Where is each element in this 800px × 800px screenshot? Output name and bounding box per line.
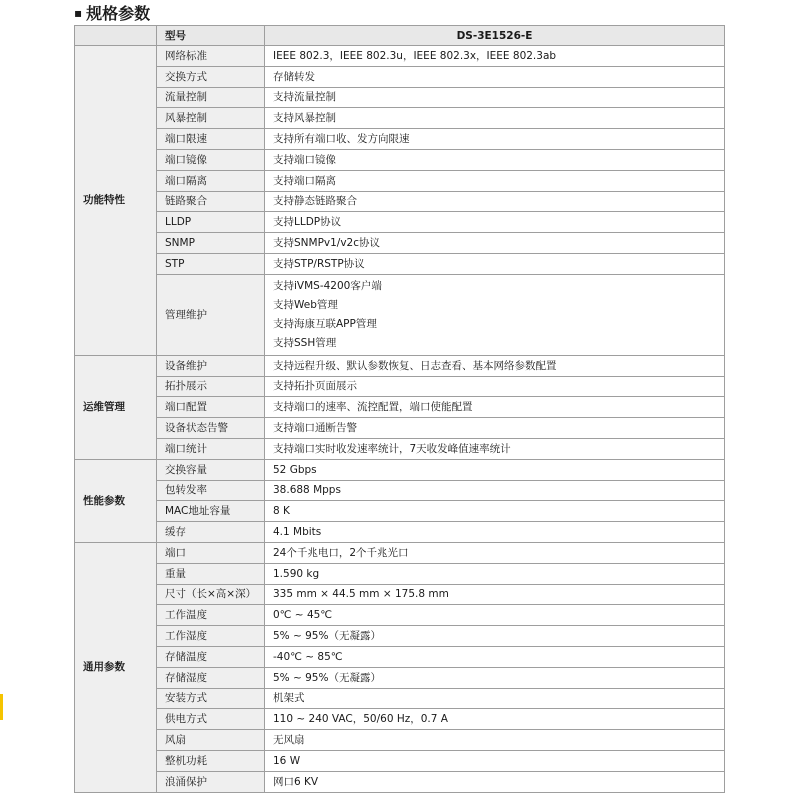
table-row xyxy=(75,688,725,709)
spec-value: 支持流量控制 xyxy=(265,87,725,108)
table-row xyxy=(75,522,725,543)
spec-value: -40℃ ~ 85℃ xyxy=(265,646,725,667)
spec-value-line: 支持iVMS-4200客户端 xyxy=(273,279,382,292)
spec-name: 网络标准 xyxy=(157,46,265,67)
spec-name: 整机功耗 xyxy=(157,750,265,771)
spec-name: 管理维护 xyxy=(157,274,265,355)
spec-value: 机架式 xyxy=(265,688,725,709)
table-row xyxy=(75,376,725,397)
table-row xyxy=(75,129,725,150)
spec-name: 端口统计 xyxy=(157,438,265,459)
spec-name: 拓扑展示 xyxy=(157,376,265,397)
spec-value: 38.688 Mpps xyxy=(265,480,725,501)
table-row xyxy=(75,709,725,730)
table-row xyxy=(75,66,725,87)
table-row xyxy=(75,87,725,108)
spec-value: 支持所有端口收、发方向限速 xyxy=(265,129,725,150)
category-label: 通用参数 xyxy=(75,542,157,792)
spec-value: 335 mm × 44.5 mm × 175.8 mm xyxy=(265,584,725,605)
table-row xyxy=(75,646,725,667)
spec-name: MAC地址容量 xyxy=(157,501,265,522)
spec-value: 无风扇 xyxy=(265,730,725,751)
spec-value: 支持SNMPv1/v2c协议 xyxy=(265,233,725,254)
category-label: 运维管理 xyxy=(75,355,157,459)
spec-value: 4.1 Mbits xyxy=(265,522,725,543)
spec-value: 1.590 kg xyxy=(265,563,725,584)
spec-value: 支持端口实时收发速率统计，7天收发峰值速率统计 xyxy=(265,438,725,459)
spec-value-line: 支持SSH管理 xyxy=(273,336,337,349)
table-row xyxy=(75,170,725,191)
spec-name: 浪涌保护 xyxy=(157,771,265,792)
table-row xyxy=(75,584,725,605)
table-row xyxy=(75,397,725,418)
spec-name: 端口 xyxy=(157,542,265,563)
spec-name: 端口限速 xyxy=(157,129,265,150)
table-row xyxy=(75,274,725,355)
table-row xyxy=(75,149,725,170)
spec-value: 110 ~ 240 VAC，50/60 Hz，0.7 A xyxy=(265,709,725,730)
spec-name: 存储湿度 xyxy=(157,667,265,688)
spec-name: 存储温度 xyxy=(157,646,265,667)
spec-value: 支持静态链路聚合 xyxy=(265,191,725,212)
table-row xyxy=(75,253,725,274)
spec-name: 端口配置 xyxy=(157,397,265,418)
table-row xyxy=(75,542,725,563)
spec-value: 0℃ ~ 45℃ xyxy=(265,605,725,626)
spec-name: LLDP xyxy=(157,212,265,233)
spec-name: 设备维护 xyxy=(157,355,265,376)
spec-table xyxy=(74,25,725,793)
table-row xyxy=(75,771,725,792)
table-row xyxy=(75,46,725,67)
category-label: 功能特性 xyxy=(75,46,157,356)
spec-value: 支持风暴控制 xyxy=(265,108,725,129)
spec-value: 支持远程升级、默认参数恢复、日志查看、基本网络参数配置 xyxy=(265,355,725,376)
spec-name: 端口隔离 xyxy=(157,170,265,191)
table-row xyxy=(75,212,725,233)
spec-value-line: 支持Web管理 xyxy=(273,298,338,311)
table-row xyxy=(75,750,725,771)
table-row xyxy=(75,730,725,751)
spec-value: 16 W xyxy=(265,750,725,771)
spec-value: 支持端口镜像 xyxy=(265,149,725,170)
bullet-icon: ▪ xyxy=(74,6,83,20)
table-row xyxy=(75,501,725,522)
spec-value-line: 支持海康互联APP管理 xyxy=(273,317,377,330)
spec-value: 5% ~ 95%（无凝露） xyxy=(265,626,725,647)
spec-name: 交换容量 xyxy=(157,459,265,480)
spec-value: 支持LLDP协议 xyxy=(265,212,725,233)
table-row xyxy=(75,667,725,688)
spec-value: 网口6 KV xyxy=(265,771,725,792)
table-header-row xyxy=(75,26,725,46)
spec-name: 风暴控制 xyxy=(157,108,265,129)
table-row xyxy=(75,438,725,459)
spec-name: SNMP xyxy=(157,233,265,254)
header-blank-cell xyxy=(75,26,157,46)
spec-name: 供电方式 xyxy=(157,709,265,730)
spec-name: 交换方式 xyxy=(157,66,265,87)
table-row xyxy=(75,459,725,480)
table-row xyxy=(75,563,725,584)
spec-value: 支持端口隔离 xyxy=(265,170,725,191)
accent-bar xyxy=(0,694,3,720)
spec-value: 支持STP/RSTP协议 xyxy=(265,253,725,274)
table-row xyxy=(75,355,725,376)
page-title-text: 规格参数 xyxy=(86,4,151,23)
table-row xyxy=(75,605,725,626)
spec-name: 流量控制 xyxy=(157,87,265,108)
spec-name: STP xyxy=(157,253,265,274)
table-row xyxy=(75,191,725,212)
header-model-label: 型号 xyxy=(157,26,265,46)
table-row xyxy=(75,480,725,501)
spec-name: 设备状态告警 xyxy=(157,418,265,439)
spec-value: 52 Gbps xyxy=(265,459,725,480)
spec-name: 重量 xyxy=(157,563,265,584)
spec-name: 链路聚合 xyxy=(157,191,265,212)
spec-name: 风扇 xyxy=(157,730,265,751)
spec-value: 5% ~ 95%（无凝露） xyxy=(265,667,725,688)
spec-name: 工作温度 xyxy=(157,605,265,626)
table-row xyxy=(75,626,725,647)
table-row xyxy=(75,233,725,254)
spec-name: 安装方式 xyxy=(157,688,265,709)
spec-value: 8 K xyxy=(265,501,725,522)
spec-value: 支持拓扑页面展示 xyxy=(265,376,725,397)
spec-value: 支持端口通断告警 xyxy=(265,418,725,439)
category-label: 性能参数 xyxy=(75,459,157,542)
table-row xyxy=(75,108,725,129)
spec-value: 支持端口的速率、流控配置，端口使能配置 xyxy=(265,397,725,418)
table-row xyxy=(75,418,725,439)
page-title xyxy=(74,2,150,24)
spec-value: IEEE 802.3，IEEE 802.3u，IEEE 802.3x，IEEE 802.3ab xyxy=(265,46,725,67)
spec-value: 存储转发 xyxy=(265,66,725,87)
spec-value xyxy=(265,274,725,355)
spec-name: 包转发率 xyxy=(157,480,265,501)
spec-name: 工作湿度 xyxy=(157,626,265,647)
header-model-value: DS-3E1526-E xyxy=(265,26,725,46)
spec-name: 尺寸（长×高×深） xyxy=(157,584,265,605)
spec-name: 缓存 xyxy=(157,522,265,543)
spec-value: 24个千兆电口，2个千兆光口 xyxy=(265,542,725,563)
spec-name: 端口镜像 xyxy=(157,149,265,170)
